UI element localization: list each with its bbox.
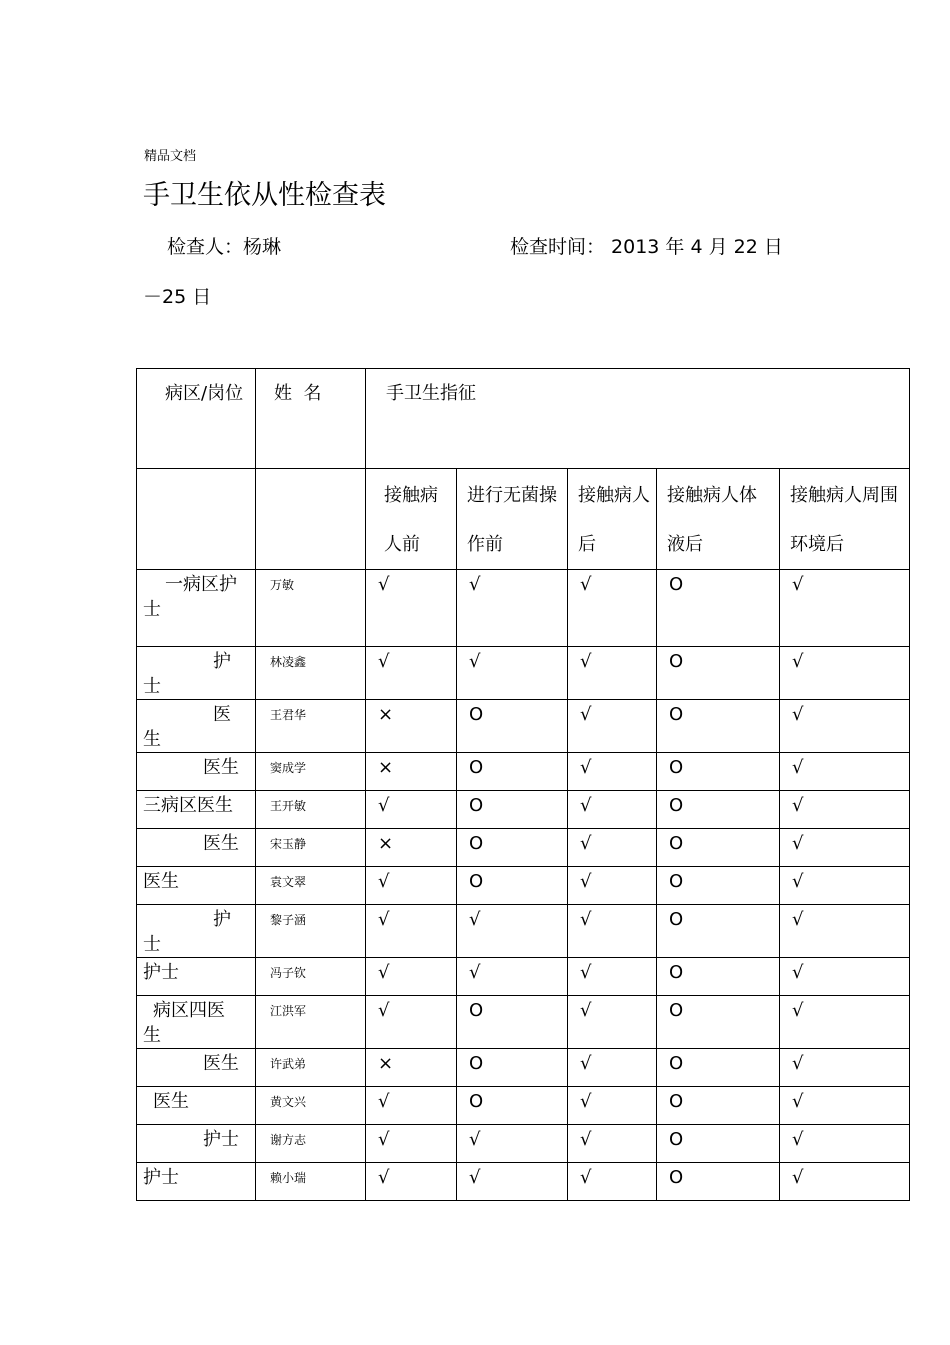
name-cell: 黄文兴 (256, 1087, 366, 1125)
indication-mark-cell: √ (568, 829, 657, 867)
indication-mark-cell: O (657, 958, 780, 996)
indication-mark-cell: √ (780, 791, 910, 829)
ward-cell: 病区四医生 (137, 996, 256, 1049)
ward-cell: 医生 (137, 829, 256, 867)
indication-mark-cell: × (366, 829, 457, 867)
indication-mark-cell: √ (568, 905, 657, 958)
indication-mark-cell: √ (780, 905, 910, 958)
indication-mark-cell: √ (457, 1125, 568, 1163)
indication-subheader: 接触病人后 (568, 469, 657, 570)
ward-cell: 三病区医生 (137, 791, 256, 829)
indication-mark-cell: √ (780, 700, 910, 753)
header-row (137, 369, 910, 469)
indication-mark-cell: √ (568, 1087, 657, 1125)
ward-cell: 护士 (137, 1125, 256, 1163)
table-row (137, 700, 910, 753)
indication-mark-cell: √ (457, 647, 568, 700)
ward-column-header: 病区/岗位 (137, 369, 256, 469)
indication-mark-cell: √ (780, 996, 910, 1049)
ward-cell: 护士 (137, 958, 256, 996)
indication-mark-cell: × (366, 1049, 457, 1087)
name-cell: 王开敏 (256, 791, 366, 829)
name-cell: 袁文翠 (256, 867, 366, 905)
indication-mark-cell: √ (457, 570, 568, 647)
indication-mark-cell: √ (366, 1163, 457, 1201)
name-column-header: 姓 名 (256, 369, 366, 469)
indication-subheader: 接触病人周围环境后 (780, 469, 910, 570)
name-cell: 黎子涵 (256, 905, 366, 958)
indication-mark-cell: √ (366, 570, 457, 647)
table-row (137, 1125, 910, 1163)
indication-mark-cell: √ (366, 791, 457, 829)
indication-mark-cell: O (457, 1049, 568, 1087)
indication-mark-cell: √ (366, 867, 457, 905)
indication-mark-cell: O (657, 1163, 780, 1201)
inspector-label: 检查人：杨琳 (167, 236, 282, 258)
sub-header-row (137, 469, 910, 570)
indication-mark-cell: × (366, 753, 457, 791)
check-time-continuation: －25 日 (143, 286, 212, 308)
name-cell: 林凌鑫 (256, 647, 366, 700)
indication-mark-cell: √ (568, 647, 657, 700)
indication-mark-cell: O (657, 791, 780, 829)
indication-mark-cell: √ (366, 647, 457, 700)
indication-mark-cell: √ (780, 1163, 910, 1201)
indication-mark-cell: √ (780, 1087, 910, 1125)
indication-mark-cell: O (657, 1125, 780, 1163)
ward-cell: 护士 (137, 647, 256, 700)
table-row (137, 1087, 910, 1125)
indication-mark-cell: O (657, 700, 780, 753)
indication-mark-cell: √ (780, 647, 910, 700)
indication-mark-cell: √ (568, 1163, 657, 1201)
indication-mark-cell: O (457, 791, 568, 829)
indication-mark-cell: √ (568, 570, 657, 647)
indication-mark-cell: √ (366, 996, 457, 1049)
indication-mark-cell: O (657, 867, 780, 905)
indication-mark-cell: O (657, 1087, 780, 1125)
indication-mark-cell: O (657, 996, 780, 1049)
indication-mark-cell: O (657, 905, 780, 958)
indication-mark-cell: √ (780, 829, 910, 867)
indication-mark-cell: √ (366, 905, 457, 958)
indication-mark-cell: O (457, 829, 568, 867)
ward-cell: 医生 (137, 753, 256, 791)
indication-subheader: 接触病人前 (366, 469, 457, 570)
table-row (137, 867, 910, 905)
name-cell: 许武弟 (256, 1049, 366, 1087)
ward-cell: 医生 (137, 1049, 256, 1087)
table-row (137, 570, 910, 647)
name-cell: 窦成学 (256, 753, 366, 791)
indication-mark-cell: O (657, 753, 780, 791)
indication-mark-cell: √ (568, 753, 657, 791)
ward-cell: 护士 (137, 1163, 256, 1201)
indication-mark-cell: O (457, 1087, 568, 1125)
name-cell: 宋玉静 (256, 829, 366, 867)
indication-mark-cell: √ (568, 1125, 657, 1163)
indication-mark-cell: O (657, 829, 780, 867)
indication-subheader: 接触病人体液后 (657, 469, 780, 570)
compliance-table (136, 368, 910, 1201)
table-row (137, 647, 910, 700)
indication-mark-cell: √ (780, 753, 910, 791)
indication-mark-cell: √ (366, 958, 457, 996)
name-cell: 王君华 (256, 700, 366, 753)
indication-mark-cell: √ (457, 1163, 568, 1201)
indication-subheader: 进行无菌操作前 (457, 469, 568, 570)
indication-mark-cell: √ (366, 1087, 457, 1125)
document-title: 手卫生依从性检查表 (143, 180, 386, 211)
indications-header: 手卫生指征 (366, 369, 910, 469)
indication-mark-cell: √ (780, 1125, 910, 1163)
indication-mark-cell: √ (780, 570, 910, 647)
name-cell: 谢方志 (256, 1125, 366, 1163)
name-cell: 赖小瑞 (256, 1163, 366, 1201)
indication-mark-cell: √ (457, 958, 568, 996)
ward-cell: 护士 (137, 905, 256, 958)
table-row (137, 1163, 910, 1201)
indication-mark-cell: √ (568, 700, 657, 753)
ward-cell: 医生 (137, 700, 256, 753)
ward-cell: 医生 (137, 867, 256, 905)
table-row (137, 1049, 910, 1087)
indication-mark-cell: √ (568, 791, 657, 829)
indication-mark-cell: √ (780, 1049, 910, 1087)
empty-header-cell (137, 469, 256, 570)
table-row (137, 958, 910, 996)
indication-mark-cell: √ (568, 996, 657, 1049)
indication-mark-cell: × (366, 700, 457, 753)
indication-mark-cell: O (657, 570, 780, 647)
table-row (137, 996, 910, 1049)
indication-mark-cell: √ (568, 1049, 657, 1087)
indication-mark-cell: O (657, 1049, 780, 1087)
indication-mark-cell: √ (780, 867, 910, 905)
table-row (137, 753, 910, 791)
check-time-label: 检查时间： 2013 年 4 月 22 日 (510, 236, 783, 258)
indication-mark-cell: √ (366, 1125, 457, 1163)
indication-mark-cell: O (657, 647, 780, 700)
table-row (137, 905, 910, 958)
empty-header-cell (256, 469, 366, 570)
watermark-text: 精品文档 (144, 149, 197, 164)
indication-mark-cell: O (457, 996, 568, 1049)
name-cell: 万敏 (256, 570, 366, 647)
table-row (137, 829, 910, 867)
ward-cell: 一病区护士 (137, 570, 256, 647)
name-cell: 江洪军 (256, 996, 366, 1049)
indication-mark-cell: √ (457, 905, 568, 958)
name-cell: 冯子钦 (256, 958, 366, 996)
table-row (137, 791, 910, 829)
ward-cell: 医生 (137, 1087, 256, 1125)
indication-mark-cell: O (457, 753, 568, 791)
indication-mark-cell: √ (568, 867, 657, 905)
indication-mark-cell: O (457, 867, 568, 905)
indication-mark-cell: O (457, 700, 568, 753)
indication-mark-cell: √ (780, 958, 910, 996)
indication-mark-cell: √ (568, 958, 657, 996)
